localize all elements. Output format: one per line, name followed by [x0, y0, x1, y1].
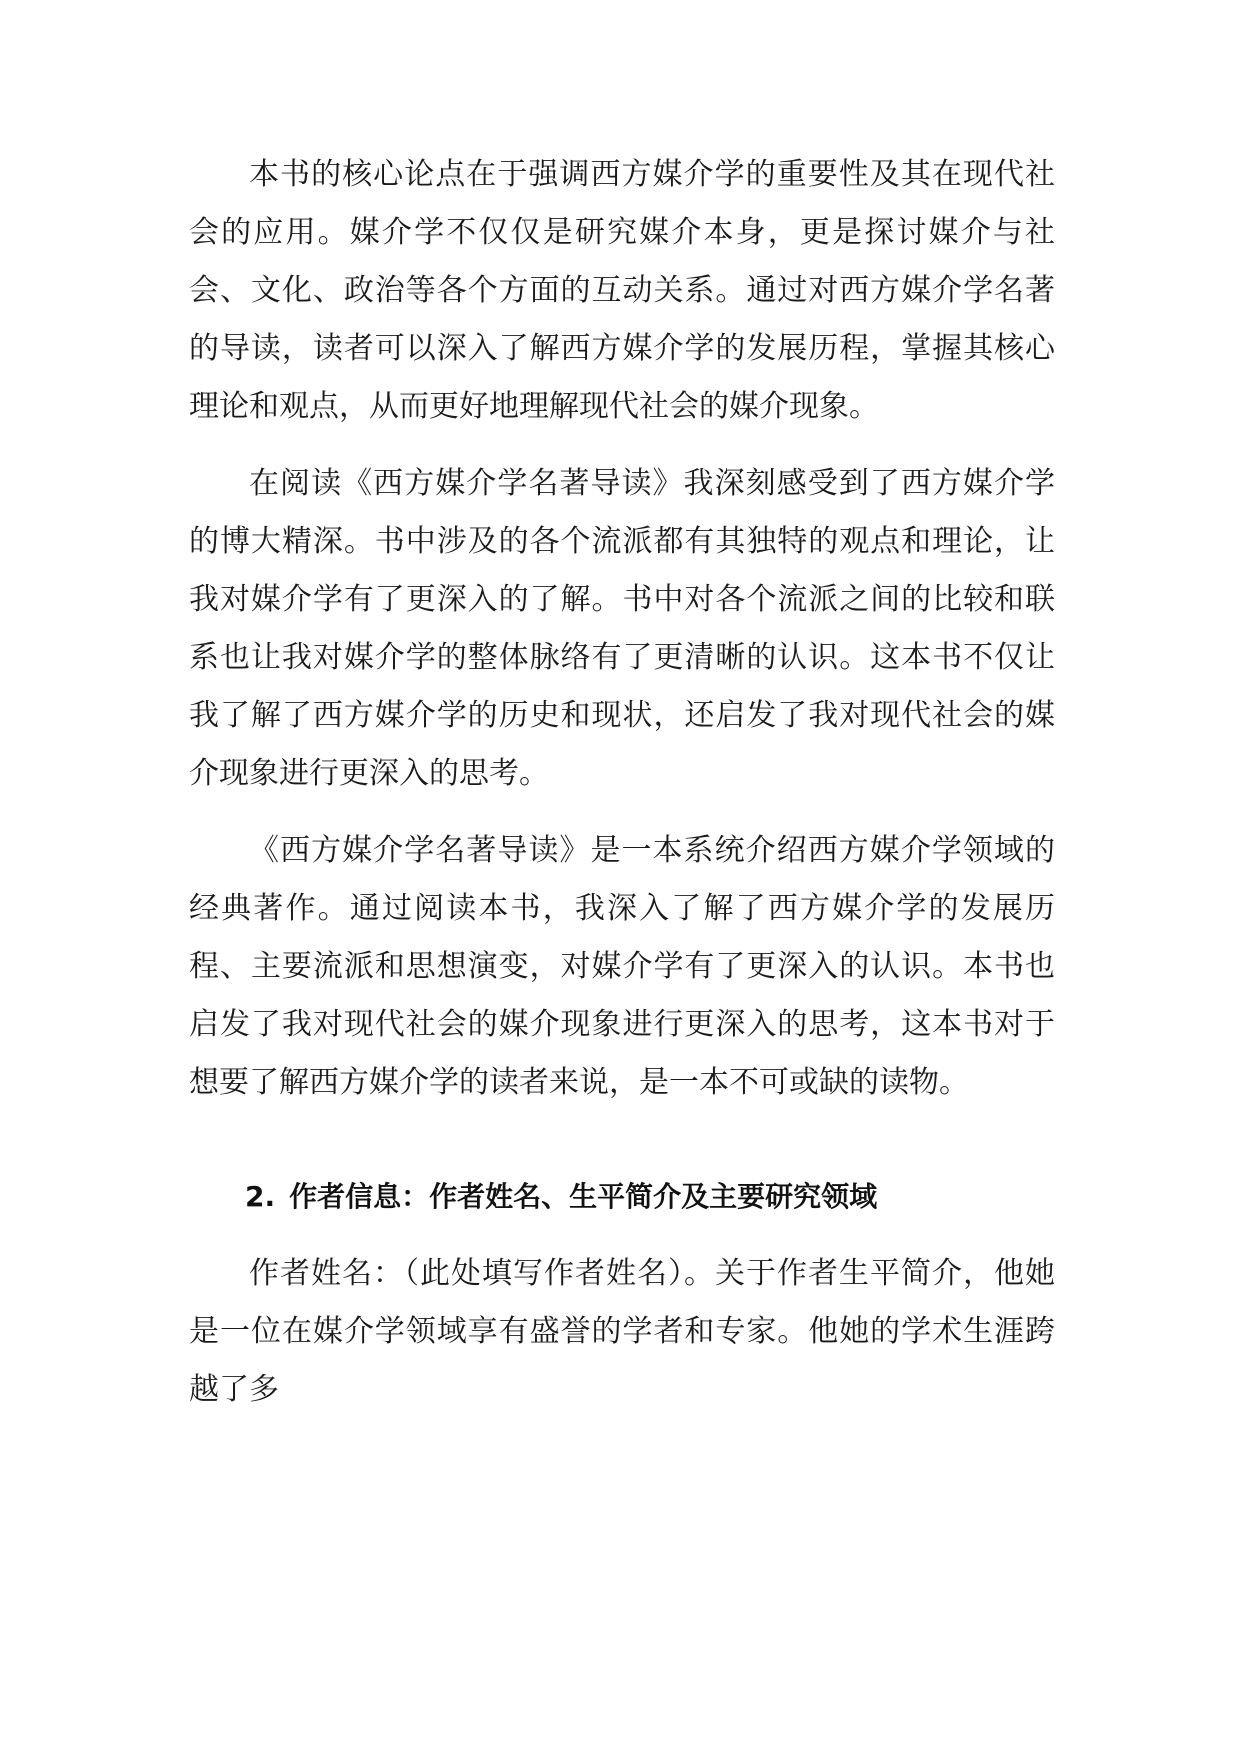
section-paragraph: 作者姓名：（此处填写作者姓名）。关于作者生平简介，他她是一位在媒介学领域享有盛誉的学者和专家。他她的学术生涯跨越了多 — [189, 1256, 1055, 1407]
section-heading — [189, 1168, 1055, 1226]
section-title: 作者信息：作者姓名、生平简介及主要研究领域 — [289, 1180, 878, 1213]
body-paragraph: 本书的核心论点在于强调西方媒介学的重要性及其在现代社会的应用。媒介学不仅仅是研究媒介本身，更是探讨媒介与社会、文化、政治等各个方面的互动关系。通过对西方媒介学名著的导读，读者可以深入了解西方媒介学的发展历程，掌握其核心理论和观点，从而更好地理解现代社会的媒介现象。 — [189, 157, 1055, 424]
body-paragraph: 在阅读《西方媒介学名著导读》我深刻感受到了西方媒介学的博大精深。书中涉及的各个流派都有其独特的观点和理论，让我对媒介学有了更深入的了解。书中对各个流派之间的比较和联系也让我对媒介学的整体脉络有了更清晰的认识。这本书不仅让我了解了西方媒介学的历史和现状，还启发了我对现代社会的媒介现象进行更深入的思考。 — [189, 466, 1055, 791]
document-body — [189, 146, 1055, 1438]
section-number: 2. — [245, 1180, 276, 1213]
body-paragraph: 《西方媒介学名著导读》是一本系统介绍西方媒介学领域的经典著作。通过阅读本书，我深入了解了西方媒介学的发展历程、主要流派和思想演变，对媒介学有了更深入的认识。本书也启发了我对现代社会的媒介现象进行更深入的思考，这本书对于想要了解西方媒介学的读者来说，是一本不可或缺的读物。 — [189, 833, 1055, 1100]
